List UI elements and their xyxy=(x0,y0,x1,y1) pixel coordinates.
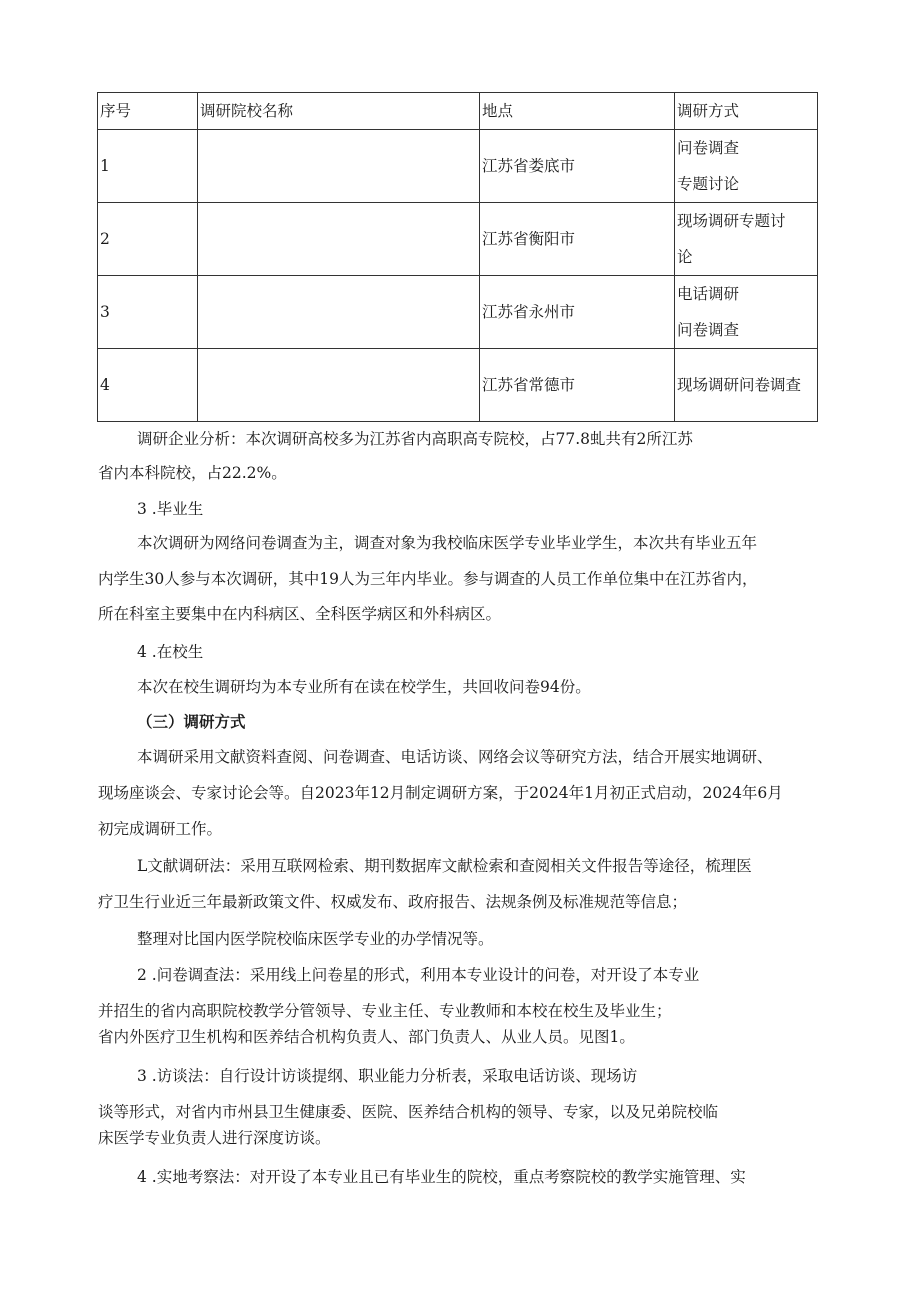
cell-school-name xyxy=(198,130,480,203)
table-row xyxy=(98,276,818,349)
table-row xyxy=(98,349,818,422)
methods-line: 初完成调研工作。 xyxy=(98,820,223,838)
cell-school-name xyxy=(198,276,480,349)
table-header-row xyxy=(98,93,818,130)
field-method-line: 4 .实地考察法：对开设了本专业且已有毕业生的院校，重点考察院校的教学实施管理、实 xyxy=(137,1168,746,1186)
literature-method-line: 整理对比国内医学院校临床医学专业的办学情况等。 xyxy=(137,930,494,948)
cell-location: 江苏省衡阳市 xyxy=(480,203,675,276)
table-row xyxy=(98,130,818,203)
cell-no: 4 xyxy=(98,349,198,422)
cell-school-name xyxy=(198,349,480,422)
interview-method-line: 3 .访谈法：自行设计访谈提纲、职业能力分析表，采取电话访谈、现场访 xyxy=(137,1067,638,1085)
questionnaire-method-line: 省内外医疗卫生机构和医养结合机构负责人、部门负责人、从业人员。见图1。 xyxy=(98,1028,635,1046)
cell-school-name xyxy=(198,203,480,276)
methods-line: 本调研采用文献资料查阅、问卷调查、电话访谈、网络会议等研究方法，结合开展实地调研、 xyxy=(137,748,773,766)
header-location: 地点 xyxy=(480,93,675,130)
method-line: 问卷调查 xyxy=(677,321,740,339)
methods-line: 现场座谈会、专家讨论会等。自2023年12月制定调研方案，于2024年1月初正式启动，2024年6月 xyxy=(98,784,783,802)
method-line: 论 xyxy=(677,248,693,266)
method-line: 电话调研 xyxy=(677,285,740,303)
survey-institutions-table xyxy=(97,92,818,422)
cell-no: 1 xyxy=(98,130,198,203)
method-line: 专题讨论 xyxy=(677,175,740,193)
header-school-name: 调研院校名称 xyxy=(198,93,480,130)
cell-no: 3 xyxy=(98,276,198,349)
questionnaire-method-line: 2 .问卷调查法：采用线上问卷星的形式，利用本专业设计的问卷，对开设了本专业 xyxy=(137,966,700,984)
literature-method-line: L文献调研法：采用互联网检索、期刊数据库文献检索和查阅相关文件报告等途径，梳理医 xyxy=(137,857,752,875)
graduates-line: 本次调研为网络问卷调查为主，调查对象为我校临床医学专业毕业学生，本次共有毕业五年 xyxy=(137,534,758,552)
graduates-line: 内学生30人参与本次调研，其中19人为三年内毕业。参与调查的人员工作单位集中在江苏省内， xyxy=(98,570,758,588)
analysis-line: 调研企业分析：本次调研高校多为江苏省内高职高专院校，占77.8虬共有2所江苏 xyxy=(137,430,693,448)
questionnaire-method-line: 并招生的省内高职院校教学分管领导、专业主任、专业教师和本校在校生及毕业生； xyxy=(98,1002,672,1020)
section-heading-methods: （三）调研方式 xyxy=(137,712,246,731)
graduates-line: 所在科室主要集中在内科病区、全科医学病区和外科病区。 xyxy=(98,605,502,623)
interview-method-line: 谈等形式，对省内市州县卫生健康委、医院、医养结合机构的领导、专家，以及兄弟院校临 xyxy=(98,1103,719,1121)
analysis-line: 省内本科院校，占22.2%。 xyxy=(98,464,287,482)
method-line: 现场调研专题讨 xyxy=(677,212,786,230)
cell-method xyxy=(675,130,818,203)
cell-location: 江苏省常德市 xyxy=(480,349,675,422)
cell-method xyxy=(675,276,818,349)
cell-method xyxy=(675,349,818,422)
literature-method-line: 疗卫生行业近三年最新政策文件、权威发布、政府报告、法规条例及标准规范等信息； xyxy=(98,893,688,911)
method-line: 问卷调查 xyxy=(677,139,740,157)
interview-method-line: 床医学专业负责人进行深度访谈。 xyxy=(98,1129,331,1147)
header-method: 调研方式 xyxy=(675,93,818,130)
cell-no: 2 xyxy=(98,203,198,276)
cell-location: 江苏省娄底市 xyxy=(480,130,675,203)
table-row xyxy=(98,203,818,276)
header-no: 序号 xyxy=(98,93,198,130)
cell-method xyxy=(675,203,818,276)
section-title-students: 4 .在校生 xyxy=(137,643,204,661)
method-line: 现场调研问卷调查 xyxy=(677,376,802,394)
section-title-graduates: 3 .毕业生 xyxy=(137,500,204,518)
students-line: 本次在校生调研均为本专业所有在读在校学生，共回收问卷94份。 xyxy=(137,678,591,696)
cell-location: 江苏省永州市 xyxy=(480,276,675,349)
